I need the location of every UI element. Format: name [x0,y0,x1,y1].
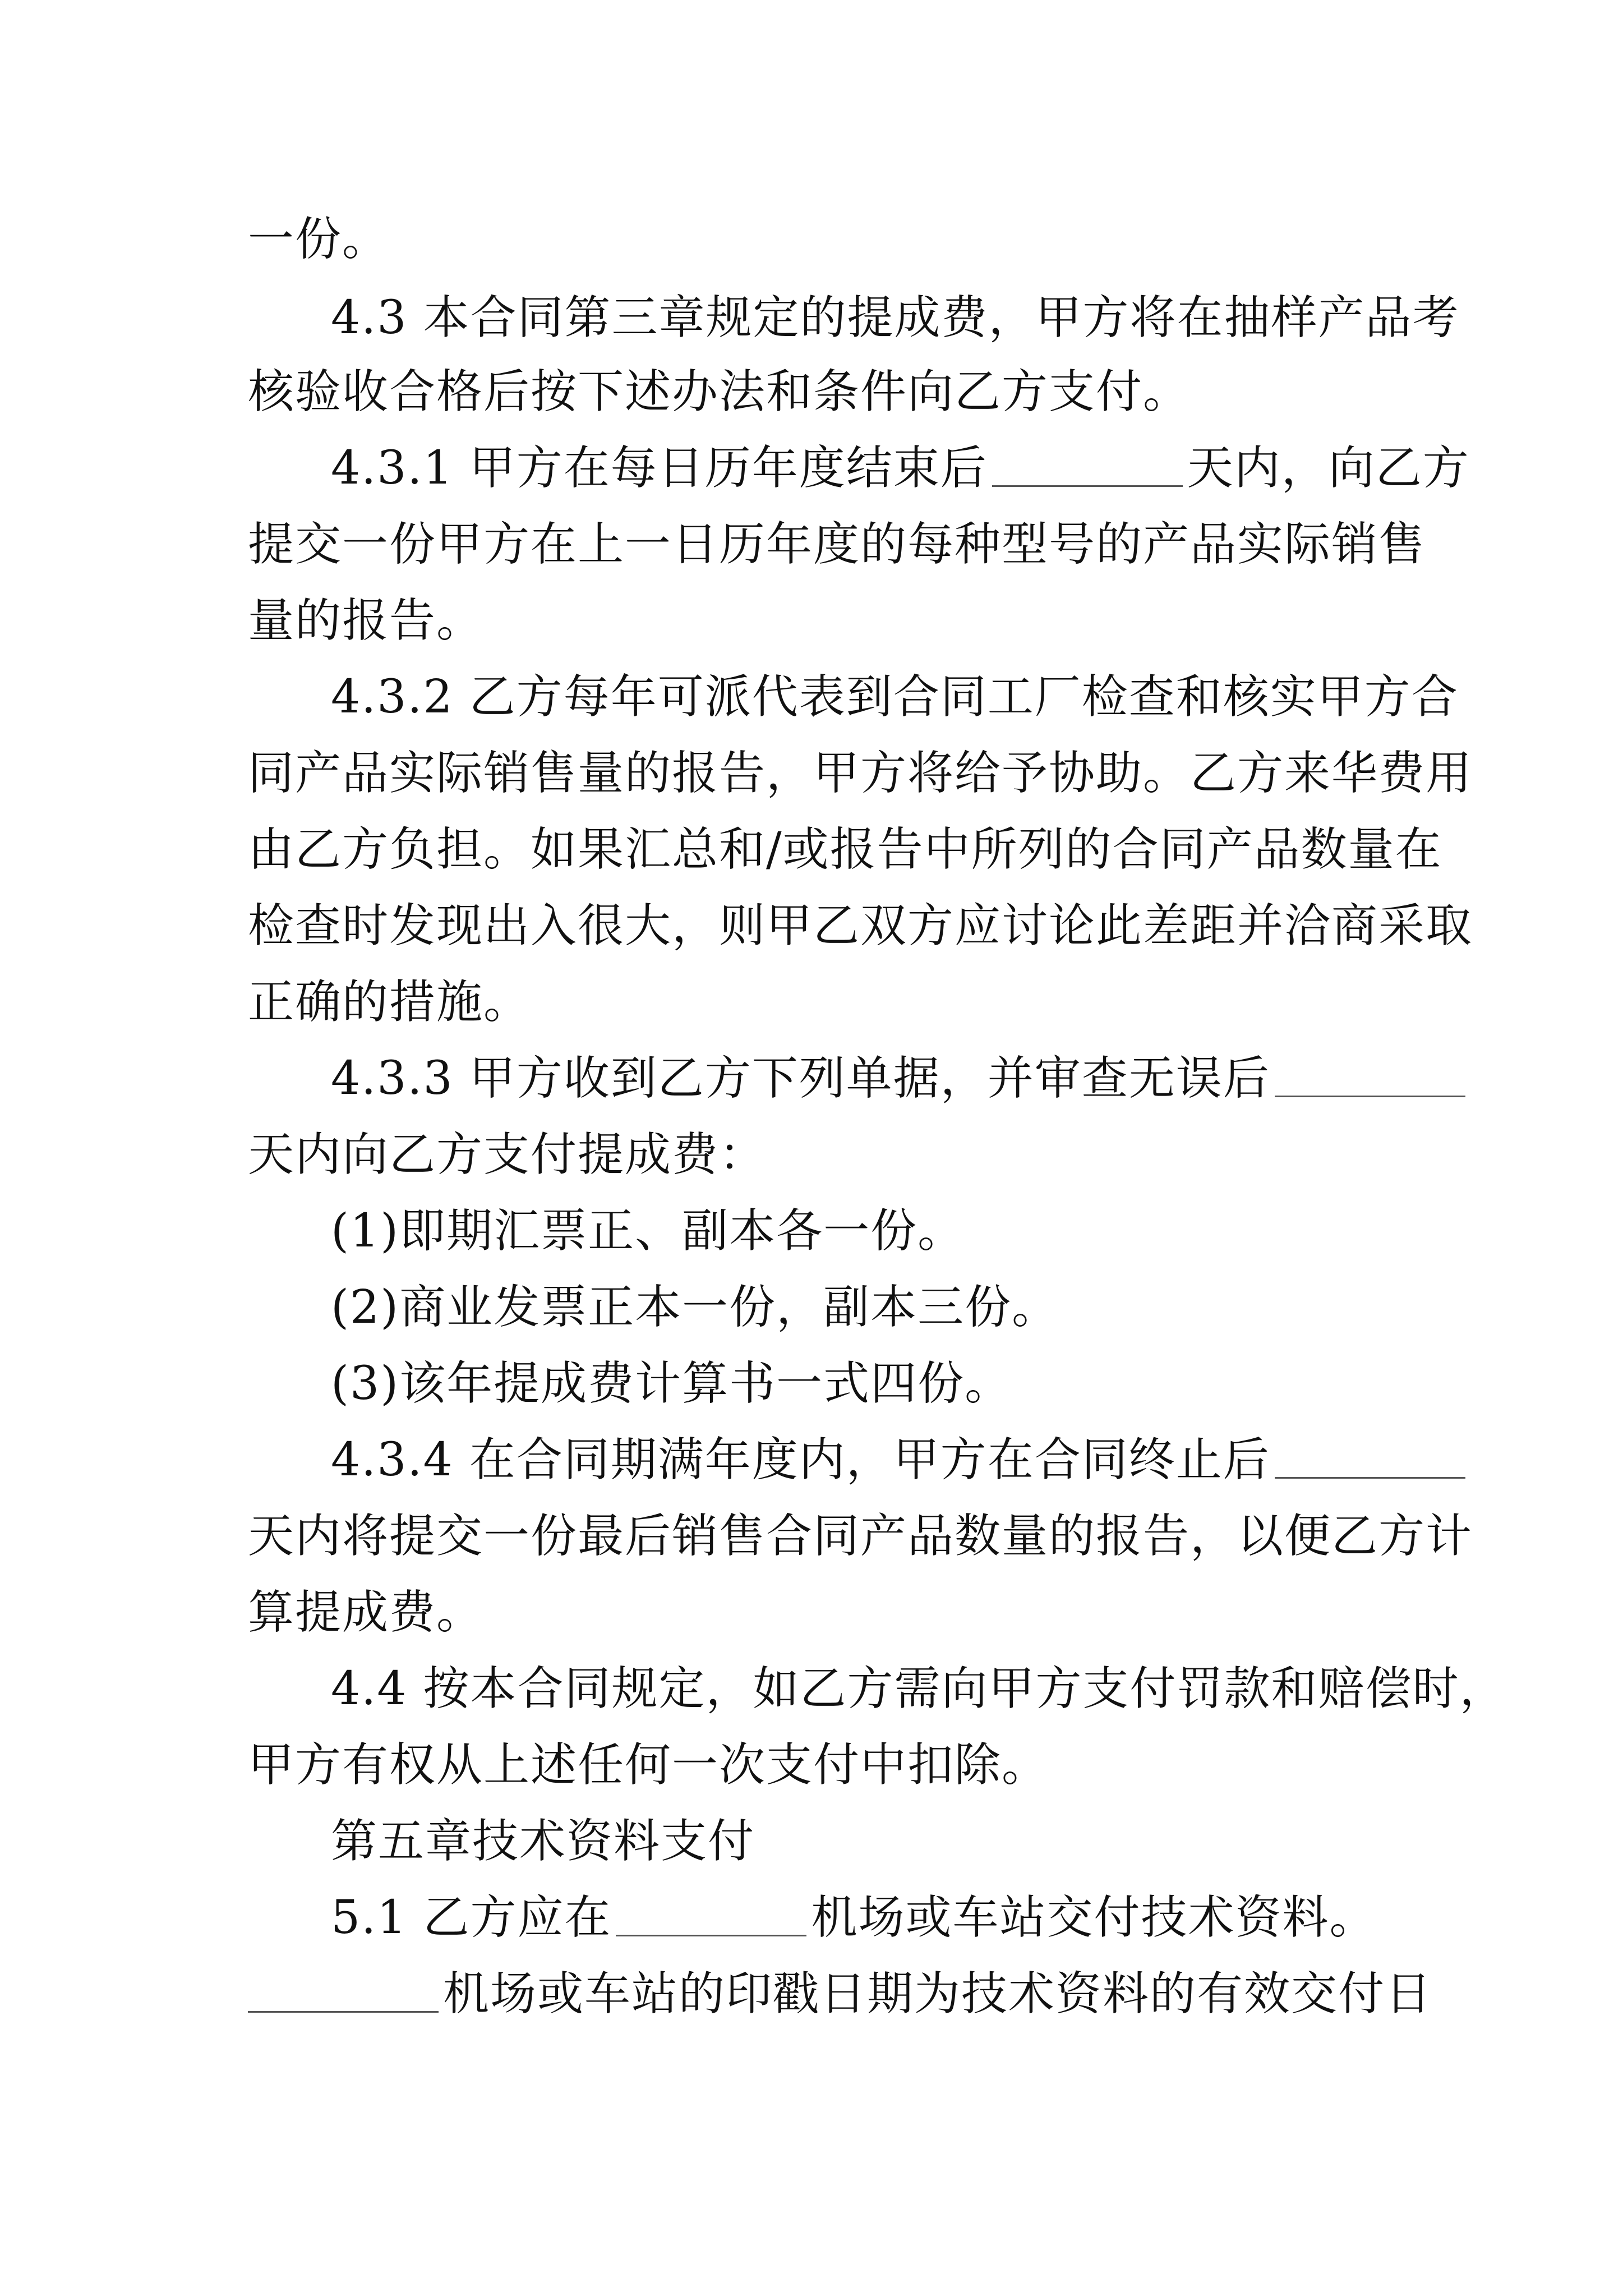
fill-in-blank [1275,1051,1465,1097]
text-line: 检查时发现出入很大，则甲乙双方应讨论此差距并洽商采取 [248,899,1473,953]
text-line: 量的报告。 [248,594,484,647]
text-line: 天内将提交一份最后销售合同产品数量的报告，以便乙方计 [248,1510,1473,1563]
text-segment: 机场或车站交付技术资料。 [811,1891,1377,1944]
text-line [248,1963,1433,2025]
text-line: 一份。 [248,213,390,266]
text-segment: 4.3.1 甲方在每日历年度结束后 [331,441,988,495]
text-line: 天内向乙方支付提成费： [248,1128,767,1181]
text-line: 算提成费。 [248,1586,484,1639]
clause-4-3-1 [331,438,1470,499]
text-segment: 5.1 乙方应在 [331,1891,612,1944]
text-line: 同产品实际销售量的报告，甲方将给予协助。乙方来华费用 [248,747,1473,800]
text-line: 核验收合格后按下述办法和条件向乙方支付。 [248,365,1191,418]
fill-in-blank [1275,1432,1465,1479]
clause-4-3-4 [331,1429,1375,1491]
text-line: 提交一份甲方在上一日历年度的每种型号的产品实际销售 [248,518,1426,571]
text-segment: 4.3.3 甲方收到乙方下列单据，并审查无误后 [331,1052,1270,1105]
clause-4-4: 4.4 按本合同规定，如乙方需向甲方支付罚款和赔偿时， [331,1662,1507,1715]
list-item: (3)该年提成费计算书一式四份。 [331,1357,1012,1410]
clause-5-1 [331,1887,1375,1949]
text-line: 甲方有权从上述任何一次支付中扣除。 [248,1738,1049,1792]
fill-in-blank [992,440,1183,487]
clause-4-3: 4.3 本合同第三章规定的提成费，甲方将在抽样产品考 [331,291,1460,344]
clause-4-3-3 [331,1048,1375,1110]
text-segment: 4.3.4 在合同期满年度内，甲方在合同终止后 [331,1433,1270,1487]
list-item: (2)商业发票正本一份，副本三份。 [331,1281,1059,1334]
list-item: (1)即期汇票正、副本各一份。 [331,1204,965,1258]
chapter-heading: 第五章技术资料支付 [331,1815,755,1868]
fill-in-blank [616,1890,806,1936]
text-segment: 机场或车站的印戳日期为技术资料的有效交付日 [443,1967,1433,2021]
text-line: 由乙方负担。如果汇总和/或报告中所列的合同产品数量在 [248,823,1442,876]
text-line: 正确的措施。 [248,976,531,1029]
text-segment: 天内，向乙方 [1187,441,1470,495]
clause-4-3-2: 4.3.2 乙方每年可派代表到合同工厂检查和核实甲方合 [331,670,1459,724]
fill-in-blank [248,1966,439,2013]
